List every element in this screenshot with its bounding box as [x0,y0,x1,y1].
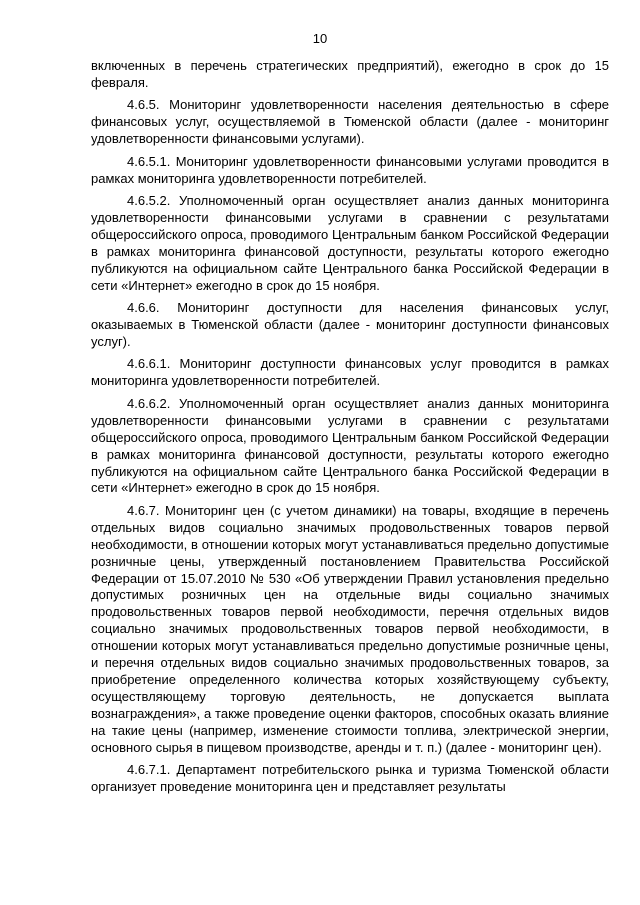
paragraph-4-6-6-2: 4.6.6.2. Уполномоченный орган осуществляет анализ данных мониторинга удовлетворенности финансовыми услугами в сравнении с результатами общероссийского опроса, проводимого Центральным банком Российской Федерации в рамках мониторинга финансовой доступности, результаты которого ежегодно публикуются на официальном сайте Центрального банка Российской Федерации в сети «Интернет» ежегодно в срок до 15 ноября. [91,395,609,496]
paragraph-4-6-6-1: 4.6.6.1. Мониторинг доступности финансовых услуг проводится в рамках мониторинга удовлетворенности потребителей. [91,356,609,389]
paragraph-4-6-5-1: 4.6.5.1. Мониторинг удовлетворенности финансовыми услугами проводится в рамках мониторинга удовлетворенности потребителей. [91,153,609,186]
paragraph-continuation: включенных в перечень стратегических предприятий), ежегодно в срок до 15 февраля. [91,58,609,90]
paragraph-4-6-6: 4.6.6. Мониторинг доступности для населения финансовых услуг, оказываемых в Тюменской области (далее - мониторинг доступности финансовых услуг). [91,300,609,349]
paragraph-4-6-5: 4.6.5. Мониторинг удовлетворенности населения деятельностью в сфере финансовых услуг, осуществляемой в Тюменской области (далее - мониторинг удовлетворенности финансовыми услугами). [91,97,609,147]
paragraph-4-6-7-1: 4.6.7.1. Департамент потребительского рынка и туризма Тюменской области организует проведение мониторинга цен и представляет результаты [91,762,609,794]
document-body [91,58,609,802]
paragraph-4-6-5-2: 4.6.5.2. Уполномоченный орган осуществляет анализ данных мониторинга удовлетворенности финансовыми услугами в сравнении с результатами общероссийского опроса, проводимого Центральным банком Российской Федерации в рамках мониторинга финансовой доступности, результаты которого ежегодно публикуются на официальном сайте Центрального банка Российской Федерации в сети «Интернет» ежегодно в срок до 15 ноября. [91,193,609,293]
paragraph-4-6-7: 4.6.7. Мониторинг цен (с учетом динамики) на товары, входящие в перечень отдельных видов социально значимых продовольственных товаров первой необходимости, в отношении которых могут устанавливаться предельно допустимые розничные цены, утвержденный постановлением Правительства Российской Федерации от 15.07.2010 № 530 «Об утверждении Правил установления предельно допустимых розничных цен на отдельные виды социально значимых продовольственных товаров первой необходимости, перечня отдельных видов социально значимых продовольственных товаров первой необходимости, в отношении которых могут устанавливаться предельно допустимые розничные цены, и перечня отдельных видов социально значимых продовольственных товаров, за приобретение определенного количества которых хозяйствующему субъекту, осуществляющему торговую деятельность, не допускается выплата вознаграждения», а также проведение оценки факторов, способных оказать влияние на такие цены (например, изменение стоимости топлива, электрической энергии, основного сырья в пищевом производстве, аренды и т. п.) (далее - мониторинг цен). [91,502,609,755]
page-number: 10 [312,31,328,46]
